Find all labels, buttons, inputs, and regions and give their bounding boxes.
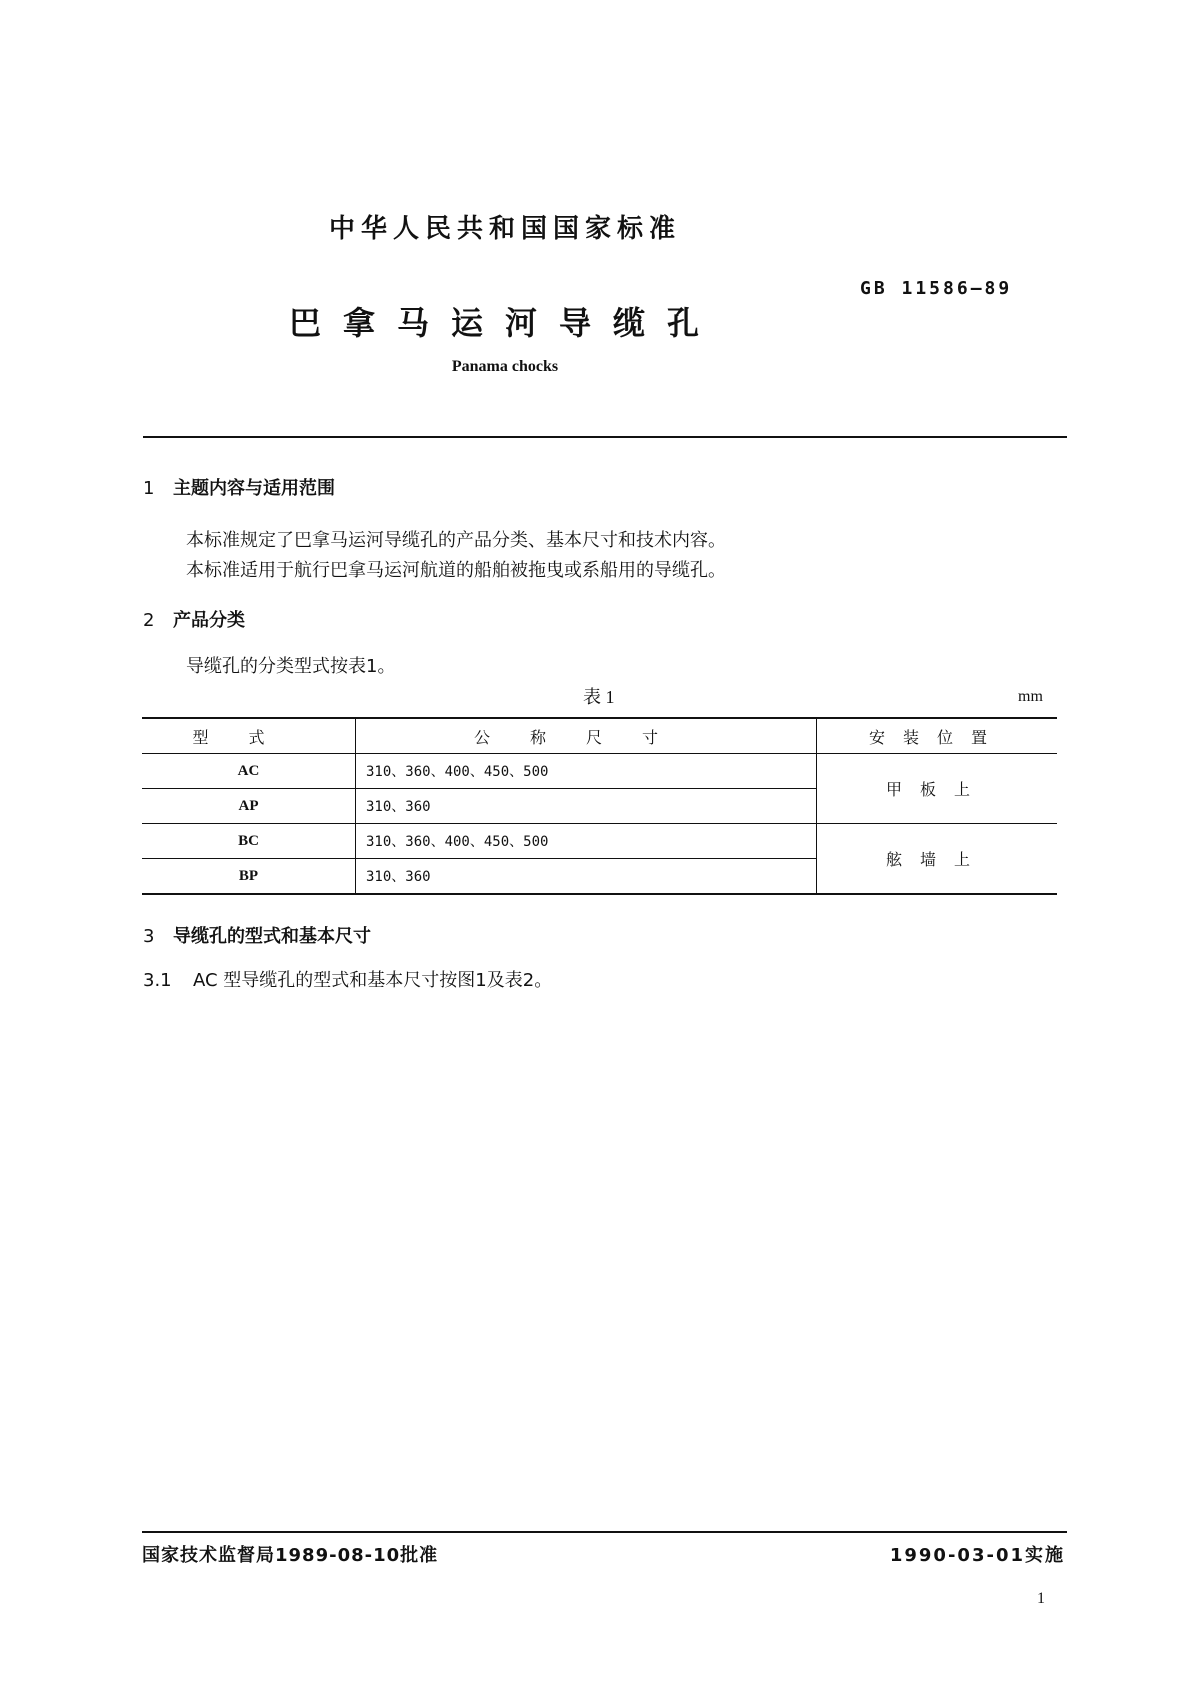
footer-divider xyxy=(142,1531,1067,1533)
row-type: AC xyxy=(142,754,356,789)
document-title-cn: 巴拿马运河导缆孔 xyxy=(288,304,721,342)
section-3-number: 3 xyxy=(143,926,155,947)
row-size: 310、360 xyxy=(356,789,817,824)
section-3-heading xyxy=(143,922,371,948)
section-2-heading xyxy=(143,606,245,632)
section-3-1-text: AC 型导缆孔的型式和基本尺寸按图1及表2。 xyxy=(193,970,553,991)
row-size: 310、360、400、450、500 xyxy=(356,754,817,789)
document-title-en: Panama chocks xyxy=(451,358,559,375)
row-position: 甲板上 xyxy=(817,754,1058,824)
table-1-unit: mm xyxy=(1018,688,1043,705)
section-1-number: 1 xyxy=(143,478,155,499)
header-type: 型式 xyxy=(142,718,356,754)
row-size: 310、360 xyxy=(356,859,817,895)
row-type: BC xyxy=(142,824,356,859)
row-position: 舷墙上 xyxy=(817,824,1058,895)
row-type: BP xyxy=(142,859,356,895)
header-divider xyxy=(143,436,1067,438)
section-2-title: 产品分类 xyxy=(173,610,245,631)
section-1-heading xyxy=(143,474,335,500)
approval-date: 国家技术监督局1989-08-10批准 xyxy=(142,1545,439,1566)
section-3-title: 导缆孔的型式和基本尺寸 xyxy=(173,926,371,947)
section-3-1-number: 3.1 xyxy=(143,970,172,991)
row-size: 310、360、400、450、500 xyxy=(356,824,817,859)
header-size: 公称尺寸 xyxy=(356,718,817,754)
table-header-row xyxy=(142,718,1057,754)
standard-number: GB 11586—89 xyxy=(860,278,1013,299)
effective-date: 1990-03-01实施 xyxy=(889,1545,1065,1566)
standard-title: 中华人民共和国国家标准 xyxy=(328,214,681,244)
table-row xyxy=(142,824,1057,859)
page-number: 1 xyxy=(1037,1590,1045,1607)
header-position: 安装位置 xyxy=(817,718,1058,754)
section-1-paragraph-1: 本标准规定了巴拿马运河导缆孔的产品分类、基本尺寸和技术内容。 xyxy=(186,530,726,551)
section-2-paragraph-1: 导缆孔的分类型式按表1。 xyxy=(186,656,396,677)
row-type: AP xyxy=(142,789,356,824)
table-1-caption: 表 1 xyxy=(583,687,615,707)
section-3-1 xyxy=(143,966,552,992)
table-1 xyxy=(142,717,1057,895)
table-row xyxy=(142,754,1057,789)
section-1-paragraph-2: 本标准适用于航行巴拿马运河航道的船舶被拖曳或系船用的导缆孔。 xyxy=(186,560,726,581)
section-2-number: 2 xyxy=(143,610,155,631)
section-1-title: 主题内容与适用范围 xyxy=(173,478,335,499)
